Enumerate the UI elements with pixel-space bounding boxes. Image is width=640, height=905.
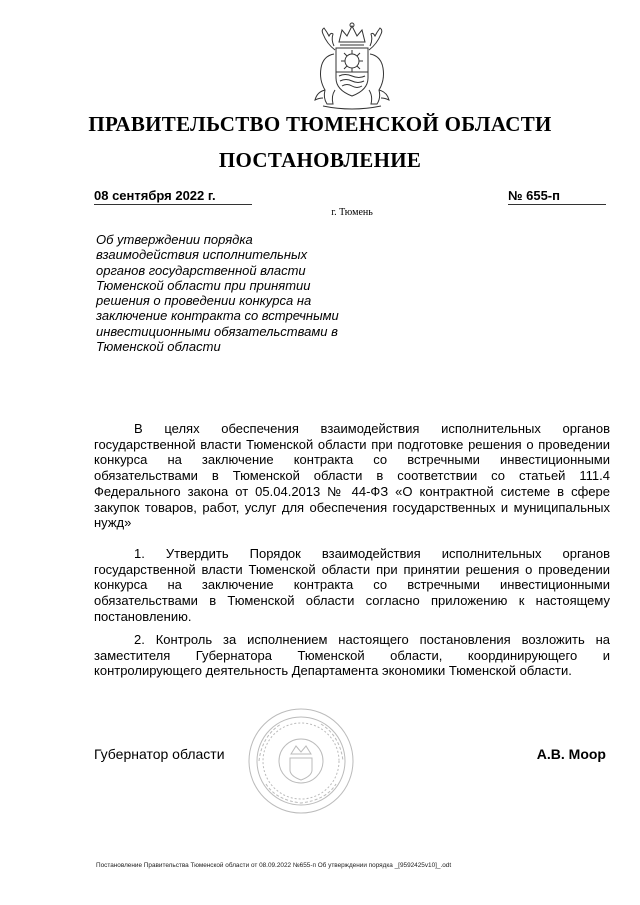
- signer-name: А.В. Моор: [536, 746, 606, 762]
- body-paragraph-item-1: 1. Утвердить Порядок взаимодействия исполнительных органов государственной власти Тюменской области при принятии решения о проведении конкурса на заключение контракта со встречными инвестиционными обязательствами в Тюменской области согласно приложению к настоящему постановлению.: [94, 546, 610, 624]
- body-paragraph-preamble: В целях обеспечения взаимодействия исполнительных органов государственной власти Тюменской области при подготовке решения о проведении конкурса на заключение контракта со встречными инвестиционными обязательствами в Тюменской области в соответствии со статьей 111.4 Федерального закона от 05.04.2013 № 44-ФЗ «О контрактной системе в сфере закупок товаров, работ, услуг для обеспечения государственных и муниципальных нужд»: [94, 421, 610, 531]
- document-footer: Постановление Правительства Тюменской области от 08.09.2022 №655-п Об утверждении порядка _[9592425v10]_.odt: [96, 862, 452, 869]
- body-paragraph-item-2: 2. Контроль за исполнением настоящего постановления возложить на заместителя Губернатора Тюменской области, координирующего и контролирующего деятельность Департамента экономики Тюменской области.: [94, 632, 610, 679]
- document-city: г. Тюмень: [331, 207, 373, 218]
- tyumen-coat-of-arms-icon: [309, 20, 395, 112]
- document-subject: Об утверждении порядка взаимодействия исполнительных органов государственной власти Тюменской области при принятии решения о проведении конкурса на заключение контракта со встречными инвестиционными обязательствами в Тюменской области: [96, 232, 339, 355]
- document-date: 08 сентября 2022 г.: [94, 188, 252, 205]
- document-type: ПОСТАНОВЛЕНИЕ: [218, 148, 422, 172]
- government-title: ПРАВИТЕЛЬСТВО ТЮМЕНСКОЙ ОБЛАСТИ: [88, 112, 552, 136]
- signer-title: Губернатор области: [94, 746, 225, 762]
- official-seal-icon: [246, 706, 356, 816]
- document-number: № 655-п: [508, 188, 606, 205]
